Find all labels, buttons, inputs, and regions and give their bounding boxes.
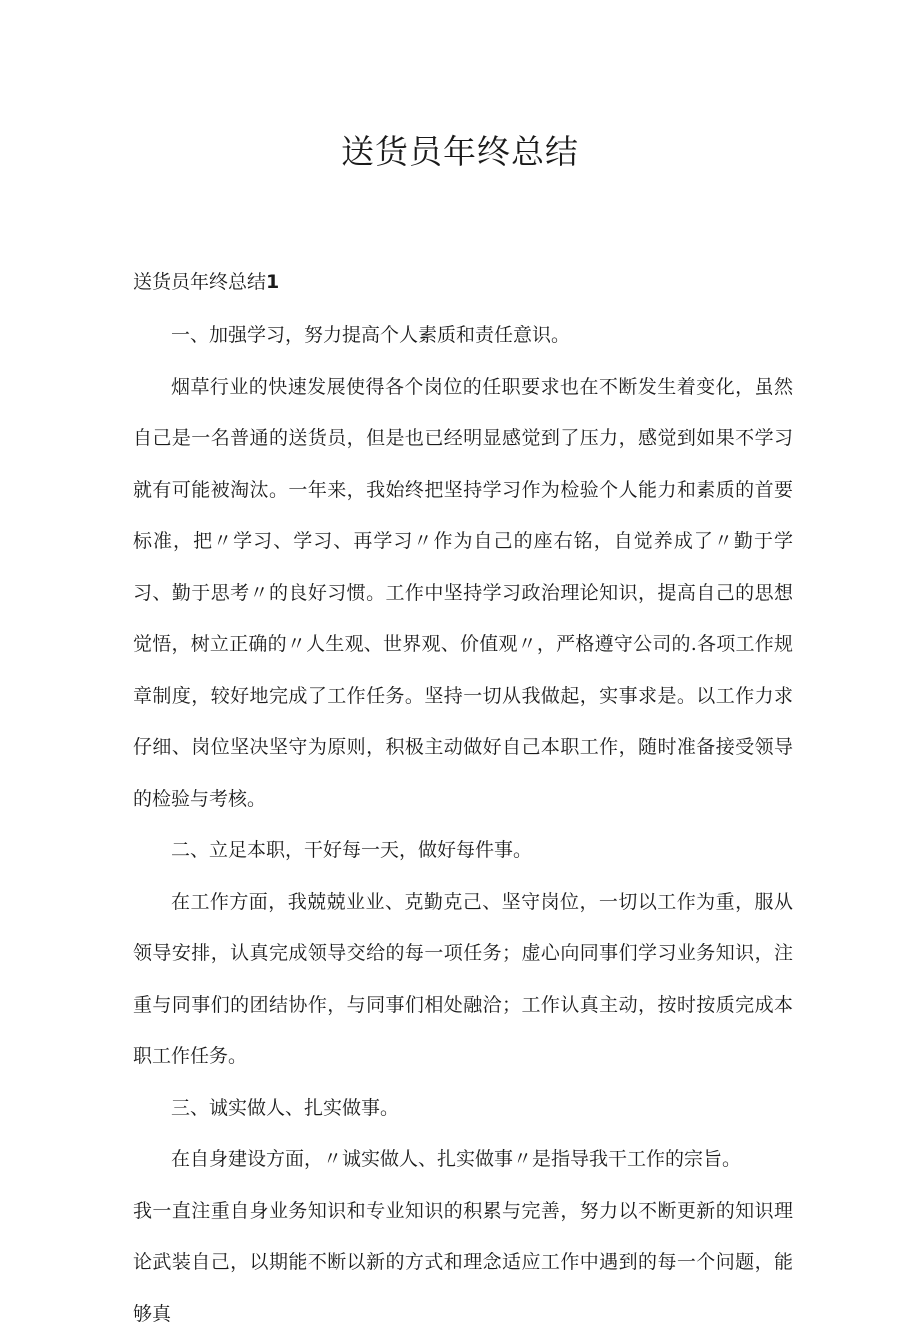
section-heading-number: 1 xyxy=(266,271,279,293)
section-heading xyxy=(133,268,279,296)
section-heading-label: 送货员年终总结 xyxy=(133,271,266,293)
paragraph-knowledge: 我一直注重自身业务知识和专业知识的积累与完善，努力以不断更新的知识理论武装自己，以期能不断以新的方式和理念适应工作中遇到的每一个问题，能够真 xyxy=(133,1186,793,1340)
paragraph-heading-2: 二、立足本职，干好每一天，做好每件事。 xyxy=(133,825,793,877)
paragraph-heading-1: 一、加强学习，努力提高个人素质和责任意识。 xyxy=(133,310,793,362)
paragraph-work: 在工作方面，我兢兢业业、克勤克己、坚守岗位，一切以工作为重，服从领导安排，认真完成领导交给的每一项任务；虚心向同事们学习业务知识，注重与同事们的团结协作，与同事们相处融洽；工作认真主动，按时按质完成本职工作任务。 xyxy=(133,877,793,1083)
paragraph-study: 烟草行业的快速发展使得各个岗位的任职要求也在不断发生着变化，虽然自己是一名普通的送货员，但是也已经明显感觉到了压力，感觉到如果不学习就有可能被淘汰。一年来，我始终把坚持学习作为检验个人能力和素质的首要标准，把〃学习、学习、再学习〃作为自己的座右铭，自觉养成了〃勤于学习、勤于思考〃的良好习惯。工作中坚持学习政治理论知识，提高自己的思想觉悟，树立正确的〃人生观、世界观、价值观〃，严格遵守公司的.各项工作规章制度，较好地完成了工作任务。坚持一切从我做起，实事求是。以工作力求仔细、岗位坚决坚守为原则，积极主动做好自己本职工作，随时准备接受领导的检验与考核。 xyxy=(133,362,793,826)
document-title: 送货员年终总结 xyxy=(0,128,920,176)
paragraph-self-building: 在自身建设方面，〃诚实做人、扎实做事〃是指导我干工作的宗旨。 xyxy=(133,1134,793,1186)
document-body xyxy=(133,310,793,1340)
paragraph-heading-3: 三、诚实做人、扎实做事。 xyxy=(133,1083,793,1135)
